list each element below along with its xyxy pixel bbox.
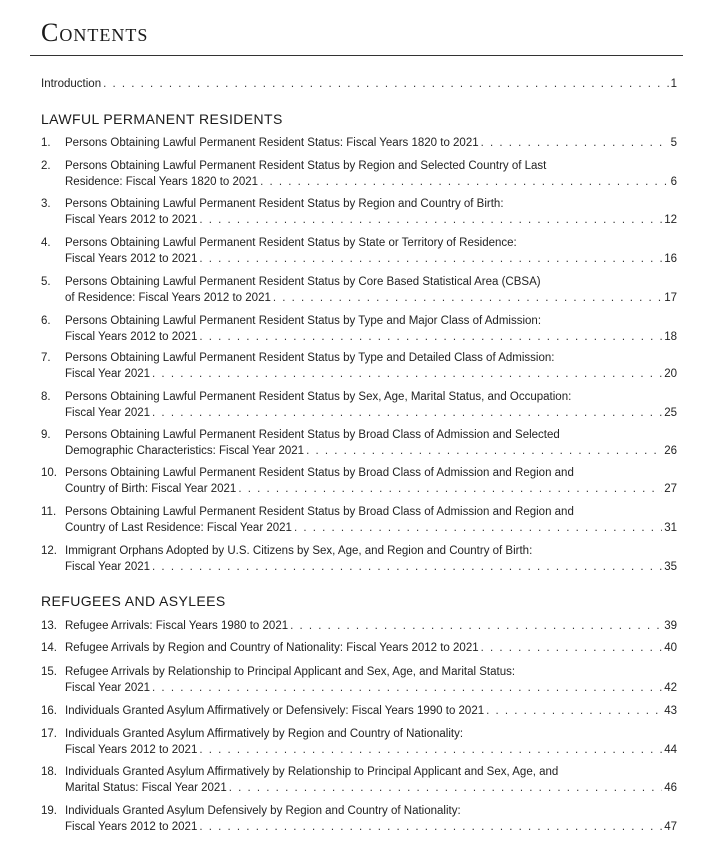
- dot-leader: [199, 820, 662, 836]
- toc-entry-number: 13.: [41, 620, 57, 632]
- toc-entry-title-cont: Fiscal Years 2012 to 2021: [65, 213, 198, 226]
- toc-entry-19[interactable]: [41, 804, 677, 835]
- toc-entry-12[interactable]: [41, 544, 677, 575]
- dot-leader: [152, 560, 662, 576]
- toc-page-number: 35: [664, 560, 677, 573]
- toc-page-number: 18: [664, 330, 677, 343]
- toc-page-number: 6: [670, 175, 677, 188]
- toc-entry-title-cont: Marital Status: Fiscal Year 2021: [65, 781, 227, 794]
- toc-entry-number: 9.: [41, 429, 51, 441]
- toc-entry-title-line: Persons Obtaining Lawful Permanent Resident Status by Core Based Statistical Area (CBSA): [65, 276, 541, 288]
- toc-page-number: 47: [664, 820, 677, 833]
- dot-leader: [152, 406, 662, 422]
- toc-entry-title-cont: Fiscal Years 2012 to 2021: [65, 820, 198, 833]
- toc-entry-title: Refugee Arrivals: Fiscal Years 1980 to 2021: [65, 620, 289, 632]
- toc-entry-title: Individuals Granted Asylum Affirmatively or Defensively: Fiscal Years 1990 to 2021: [65, 705, 485, 717]
- toc-entry-title-cont: Fiscal Years 2012 to 2021: [65, 252, 198, 265]
- toc-page-number: 1: [670, 78, 677, 90]
- toc-entry-title-line: Persons Obtaining Lawful Permanent Resident Status by Sex, Age, Marital Status, and Occupation:: [65, 391, 572, 403]
- toc-entry-number: 17.: [41, 728, 57, 740]
- toc-page-number: 16: [664, 252, 677, 265]
- dot-leader: [199, 743, 662, 759]
- toc-entry-number: 6.: [41, 315, 51, 327]
- page-title: Contents: [41, 18, 149, 47]
- toc-entry-10[interactable]: [41, 466, 677, 497]
- dot-leader: [229, 781, 662, 797]
- toc-entry-title-cont: Residence: Fiscal Years 1820 to 2021: [65, 175, 259, 188]
- toc-page-number: 43: [664, 705, 677, 717]
- toc-entry-title-cont: Fiscal Years 2012 to 2021: [65, 743, 198, 756]
- section-heading-refugees-and-asylees: REFUGEES AND ASYLEES: [41, 593, 226, 609]
- toc-entry-title-line: Persons Obtaining Lawful Permanent Resident Status by State or Territory of Residence:: [65, 237, 517, 249]
- toc-entry-7[interactable]: [41, 351, 677, 382]
- toc-entry-6[interactable]: [41, 314, 677, 345]
- toc-entry-title-line: Persons Obtaining Lawful Permanent Resident Status by Type and Major Class of Admission:: [65, 315, 542, 327]
- dot-leader: [486, 704, 662, 720]
- dot-leader: [199, 252, 662, 268]
- toc-entry-title-line: Persons Obtaining Lawful Permanent Resident Status by Broad Class of Admission and Region and: [65, 467, 574, 479]
- toc-page-number: 27: [664, 482, 677, 495]
- toc-entry-title: Persons Obtaining Lawful Permanent Resident Status: Fiscal Years 1820 to 2021: [65, 137, 479, 149]
- toc-entry-title-cont: Fiscal Years 2012 to 2021: [65, 330, 198, 343]
- toc-entry-number: 11.: [41, 506, 57, 518]
- toc-entry-8[interactable]: [41, 390, 677, 421]
- toc-page-number: 17: [664, 291, 677, 304]
- dot-leader: [152, 681, 662, 697]
- toc-page-number: 31: [664, 521, 677, 534]
- toc-entry-title-line: Persons Obtaining Lawful Permanent Resident Status by Broad Class of Admission and Region and: [65, 506, 574, 518]
- dot-leader: [238, 482, 662, 498]
- toc-entry-number: 18.: [41, 766, 57, 778]
- toc-entry-14[interactable]: [41, 641, 677, 657]
- toc-entry-title-line: Persons Obtaining Lawful Permanent Resident Status by Region and Country of Birth:: [65, 198, 504, 210]
- toc-entry-title-line: Persons Obtaining Lawful Permanent Resident Status by Region and Selected Country of Last: [65, 160, 547, 172]
- toc-page-number: 20: [664, 367, 677, 380]
- toc-entry-number: 5.: [41, 276, 51, 288]
- toc-page-number: 26: [664, 444, 677, 457]
- dot-leader: [273, 291, 662, 307]
- toc-entry-2[interactable]: [41, 159, 677, 190]
- dot-leader: [260, 175, 669, 191]
- toc-entry-number: 14.: [41, 642, 57, 654]
- toc-entry-1[interactable]: [41, 136, 677, 152]
- toc-entry-13[interactable]: [41, 619, 677, 635]
- toc-entry-9[interactable]: [41, 428, 677, 459]
- toc-introduction[interactable]: [41, 77, 677, 92]
- dot-leader: [290, 619, 662, 635]
- toc-entry-4[interactable]: [41, 236, 677, 267]
- toc-entry-title: Refugee Arrivals by Region and Country of Nationality: Fiscal Years 2012 to 2021: [65, 642, 479, 654]
- toc-page-number: 5: [670, 137, 677, 149]
- toc-entry-title-cont: Country of Birth: Fiscal Year 2021: [65, 482, 237, 495]
- toc-entry-title-line: Persons Obtaining Lawful Permanent Resident Status by Type and Detailed Class of Admission:: [65, 352, 555, 364]
- toc-entry-number: 8.: [41, 391, 51, 403]
- toc-entry-title-line: Individuals Granted Asylum Defensively by Region and Country of Nationality:: [65, 805, 461, 817]
- toc-entry-title-line: Individuals Granted Asylum Affirmatively by Region and Country of Nationality:: [65, 728, 464, 740]
- toc-entry-3[interactable]: [41, 197, 677, 228]
- dot-leader: [481, 641, 663, 657]
- dot-leader: [306, 444, 662, 460]
- toc-entry-number: 3.: [41, 198, 51, 210]
- toc-entry-title-line: Persons Obtaining Lawful Permanent Resident Status by Broad Class of Admission and Selected: [65, 429, 560, 441]
- toc-entry-title-cont: Demographic Characteristics: Fiscal Year 2021: [65, 444, 305, 457]
- toc-page-number: 25: [664, 406, 677, 419]
- toc-entry-title-line: Individuals Granted Asylum Affirmatively by Relationship to Principal Applicant and Sex, Age, and: [65, 766, 559, 778]
- toc-entry-number: 15.: [41, 666, 57, 678]
- toc-line: [41, 77, 677, 92]
- toc-page-number: 44: [664, 743, 677, 756]
- toc-entry-title-cont: of Residence: Fiscal Years 2012 to 2021: [65, 291, 271, 304]
- toc-entry-17[interactable]: [41, 727, 677, 758]
- toc-entry-number: 16.: [41, 705, 57, 717]
- toc-page-number: 42: [664, 681, 677, 694]
- toc-entry-title-cont: Fiscal Year 2021: [65, 406, 151, 419]
- dot-leader: [103, 77, 668, 92]
- dot-leader: [199, 213, 662, 229]
- dot-leader: [199, 330, 662, 346]
- toc-entry-5[interactable]: [41, 275, 677, 306]
- toc-entry-number: 10.: [41, 467, 57, 479]
- section-heading-lawful-permanent-residents: LAWFUL PERMANENT RESIDENTS: [41, 111, 283, 127]
- toc-entry-number: 2.: [41, 160, 51, 172]
- title-divider: [30, 55, 683, 56]
- toc-entry-11[interactable]: [41, 505, 677, 536]
- toc-entry-title-cont: Fiscal Year 2021: [65, 681, 151, 694]
- toc-entry-title-cont: Fiscal Year 2021: [65, 560, 151, 573]
- toc-label: Introduction: [41, 78, 102, 90]
- dot-leader: [294, 521, 662, 537]
- toc-entry-title-cont: Country of Last Residence: Fiscal Year 2021: [65, 521, 292, 534]
- dot-leader: [481, 136, 669, 152]
- toc-entry-15[interactable]: [41, 665, 677, 696]
- toc-entry-number: 19.: [41, 805, 57, 817]
- toc-entry-number: 4.: [41, 237, 51, 249]
- toc-page-number: 46: [664, 781, 677, 794]
- toc-entry-title-line: Immigrant Orphans Adopted by U.S. Citizens by Sex, Age, and Region and Country of Birth:: [65, 545, 533, 557]
- toc-page-number: 39: [664, 620, 677, 632]
- toc-entry-number: 12.: [41, 545, 57, 557]
- toc-entry-number: 1.: [41, 137, 51, 149]
- toc-entry-18[interactable]: [41, 765, 677, 796]
- toc-entry-title-line: Refugee Arrivals by Relationship to Principal Applicant and Sex, Age, and Marital Status:: [65, 666, 516, 678]
- toc-page-number: 12: [664, 213, 677, 226]
- toc-page-number: 40: [664, 642, 677, 654]
- toc-entry-16[interactable]: [41, 704, 677, 720]
- toc-entry-title-cont: Fiscal Year 2021: [65, 367, 151, 380]
- dot-leader: [152, 367, 662, 383]
- toc-entry-number: 7.: [41, 352, 51, 364]
